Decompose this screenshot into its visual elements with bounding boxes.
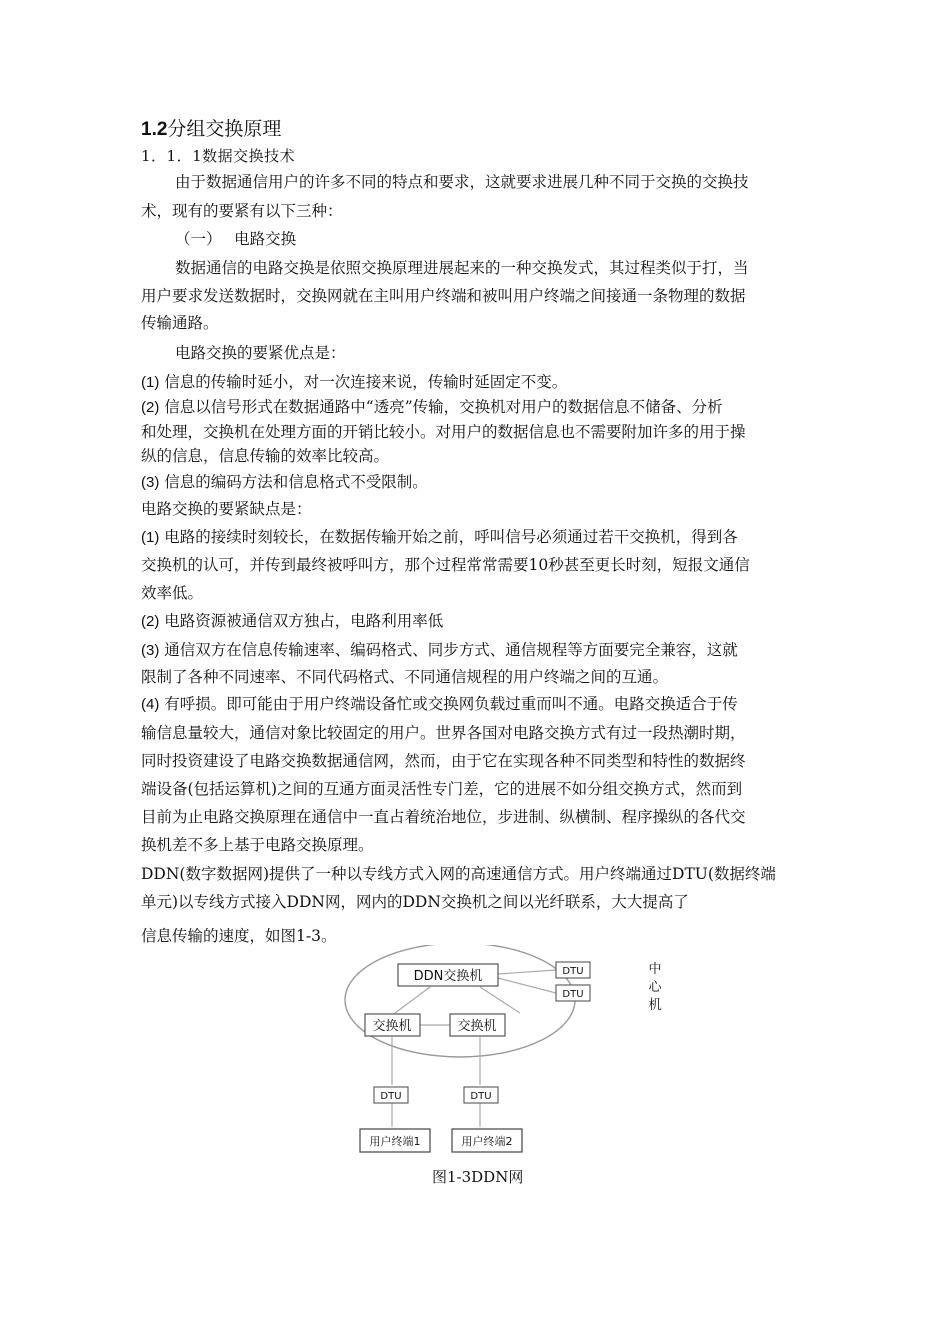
section-title: 分组交换原理: [167, 118, 282, 140]
section-number: 1.2: [141, 119, 168, 140]
figure-caption: 图1-3DDN网: [432, 1168, 524, 1186]
list-item: 输信息量较大，通信对象比较固定的用户。世界各国对电路交换方式有过一段热潮时期，: [141, 724, 746, 742]
dtu-left-label: DTU: [380, 1091, 402, 1102]
list-item: (3) 信息的编码方法和信息格式不受限制。: [141, 473, 428, 491]
list-item: (4) 有呼损。即可能由于用户终端设备忙或交换网负载过重而叫不通。电路交换适合于传: [141, 695, 738, 713]
switch-right-label: 交换机: [457, 1019, 497, 1034]
paragraph-line: DDN(数字数据网)提供了一种以专线方式入网的高速通信方式。用户终端通过DTU(数据终端: [141, 865, 776, 883]
ddn-switch-label: DDN交换机: [413, 969, 483, 984]
list-item: 效率低。: [141, 584, 204, 602]
ddn-network-diagram: [340, 945, 680, 1165]
link-line: [498, 970, 556, 974]
terminal-1-label: 用户终端1: [369, 1135, 421, 1148]
list-item: 端设备(包括运算机)之间的互通方面灵活性专门差，它的进展不如分组交换方式，然而到: [141, 780, 743, 798]
paragraph-line: 用户要求发送数据时，交换网就在主叫用户终端和被叫用户终端之间接通一条物理的数据: [141, 287, 746, 305]
list-item: 交换机的认可，并传到最终被呼叫方，那个过程常常需要10秒甚至更长时刻，短报文通信: [141, 556, 750, 574]
dtu-top-2-label: DTU: [562, 989, 584, 1000]
subsection-heading: 1．1．1数据交换技术: [141, 147, 296, 165]
network-ellipse: [345, 945, 575, 1057]
list-item: (3) 通信双方在信息传输速率、编码格式、同步方式、通信规程等方面要完全兼容，这就: [141, 641, 738, 659]
list-item: 限制了各种不同速率、不同代码格式、不同通信规程的用户终端之间的互通。: [141, 668, 669, 686]
paragraph-line: 数据通信的电路交换是依照交换原理进展起来的一种交换发式，其过程类似于打，当: [175, 259, 749, 277]
list-item: (1) 信息的传输时延小，对一次连接来说，传输时延固定不变。: [141, 373, 568, 391]
side-label-char: 中: [648, 962, 662, 977]
paragraph-line: 单元)以专线方式接入DDN网，网内的DDN交换机之间以光纤联系，大大提高了: [141, 893, 689, 911]
dtu-top-1-label: DTU: [562, 966, 584, 977]
paragraph-line: 由于数据通信用户的许多不同的特点和要求，这就要求进展几种不同于交换的交换技: [175, 173, 749, 191]
paragraph-line: 传输通路。: [141, 314, 219, 332]
link-line: [480, 987, 520, 1013]
list-heading: （一） 电路交换: [175, 230, 297, 248]
switch-left-label: 交换机: [372, 1019, 412, 1034]
side-label-char: 机: [648, 998, 662, 1013]
list-item: 换机差不多上基于电路交换原理。: [141, 836, 374, 854]
side-label-char: 心: [648, 980, 662, 995]
link-line: [498, 978, 556, 993]
list-item: 同时投资建设了电路交换数据通信网，然而，由于它在实现各种不同类型和特性的数据终: [141, 752, 746, 770]
list-item: 纵的信息，信息传输的效率比较高。: [141, 447, 390, 465]
paragraph-line: 信息传输的速度，如图1-3。: [141, 927, 337, 945]
list-item: (2) 信息以信号形式在数据通路中“透亮”传输，交换机对用户的数据信息不储备、分析: [141, 398, 723, 416]
paragraph-line: 电路交换的要紧缺点是：: [141, 500, 312, 518]
terminal-2-label: 用户终端2: [461, 1135, 513, 1148]
paragraph-line: 术，现有的要紧有以下三种：: [141, 202, 343, 220]
section-heading: [141, 114, 281, 141]
list-item: 和处理，交换机在处理方面的开销比较小。对用户的数据信息也不需要附加许多的用于操: [141, 423, 746, 441]
list-item: (2) 电路资源被通信双方独占，电路利用率低: [141, 612, 444, 630]
paragraph-line: 电路交换的要紧优点是：: [175, 344, 346, 362]
link-line: [395, 987, 430, 1013]
list-item: (1) 电路的接续时刻较长，在数据传输开始之前，呼叫信号必须通过若干交换机，得到各: [141, 528, 738, 546]
dtu-right-label: DTU: [470, 1091, 492, 1102]
list-item: 目前为止电路交换原理在通信中一直占着统治地位，步进制、纵横制、程序操纵的各代交: [141, 808, 746, 826]
